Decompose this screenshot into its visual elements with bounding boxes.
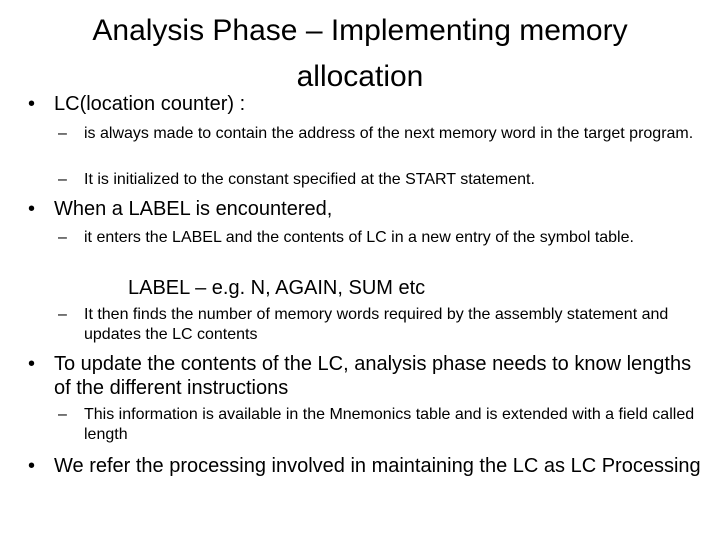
sub-bullet-lc-2 [58, 170, 706, 190]
bullet-text: When a LABEL is encountered, [54, 198, 333, 220]
bullet-text: LC(location counter) : [54, 93, 246, 115]
dash-marker: – [58, 306, 67, 323]
sub-bullet-text: It then finds the number of memory words required by the assembly statement and updates the LC contents [84, 306, 669, 343]
bullet-marker: • [28, 198, 36, 220]
bullet-lc [24, 92, 704, 116]
sub-bullet-lc-1 [58, 124, 706, 144]
sub-bullet-text: It is initialized to the constant specified at the START statement. [84, 171, 535, 188]
bullet-marker: • [28, 455, 36, 477]
bullet-marker: • [28, 93, 36, 115]
sub-bullet-label-1 [58, 228, 706, 248]
bullet-lc-processing [24, 454, 704, 478]
dash-marker: – [58, 406, 67, 423]
dash-marker: – [58, 125, 67, 142]
sub-bullet-update-1 [58, 405, 706, 445]
bullet-update-lc [24, 352, 704, 400]
sub-bullet-text: is always made to contain the address of the next memory word in the target program. [84, 125, 694, 142]
bullet-text: We refer the processing involved in maintaining the LC as LC Processing [54, 455, 701, 477]
dash-marker: – [58, 229, 67, 246]
bullet-marker: • [28, 353, 36, 375]
dash-marker: – [58, 171, 67, 188]
sub-bullet-text: it enters the LABEL and the contents of LC in a new entry of the symbol table. [84, 229, 634, 246]
bullet-label [24, 197, 704, 221]
slide-title: Analysis Phase – Implementing memory allocation [92, 14, 628, 93]
bullet-text: To update the contents of the LC, analysis phase needs to know lengths of the different instructions [54, 353, 692, 399]
sub-bullet-label-2 [58, 305, 706, 345]
sub-bullet-text: This information is available in the Mnemonics table and is extended with a field called length [84, 406, 695, 443]
label-example: LABEL – e.g. N, AGAIN, SUM etc [128, 277, 426, 299]
